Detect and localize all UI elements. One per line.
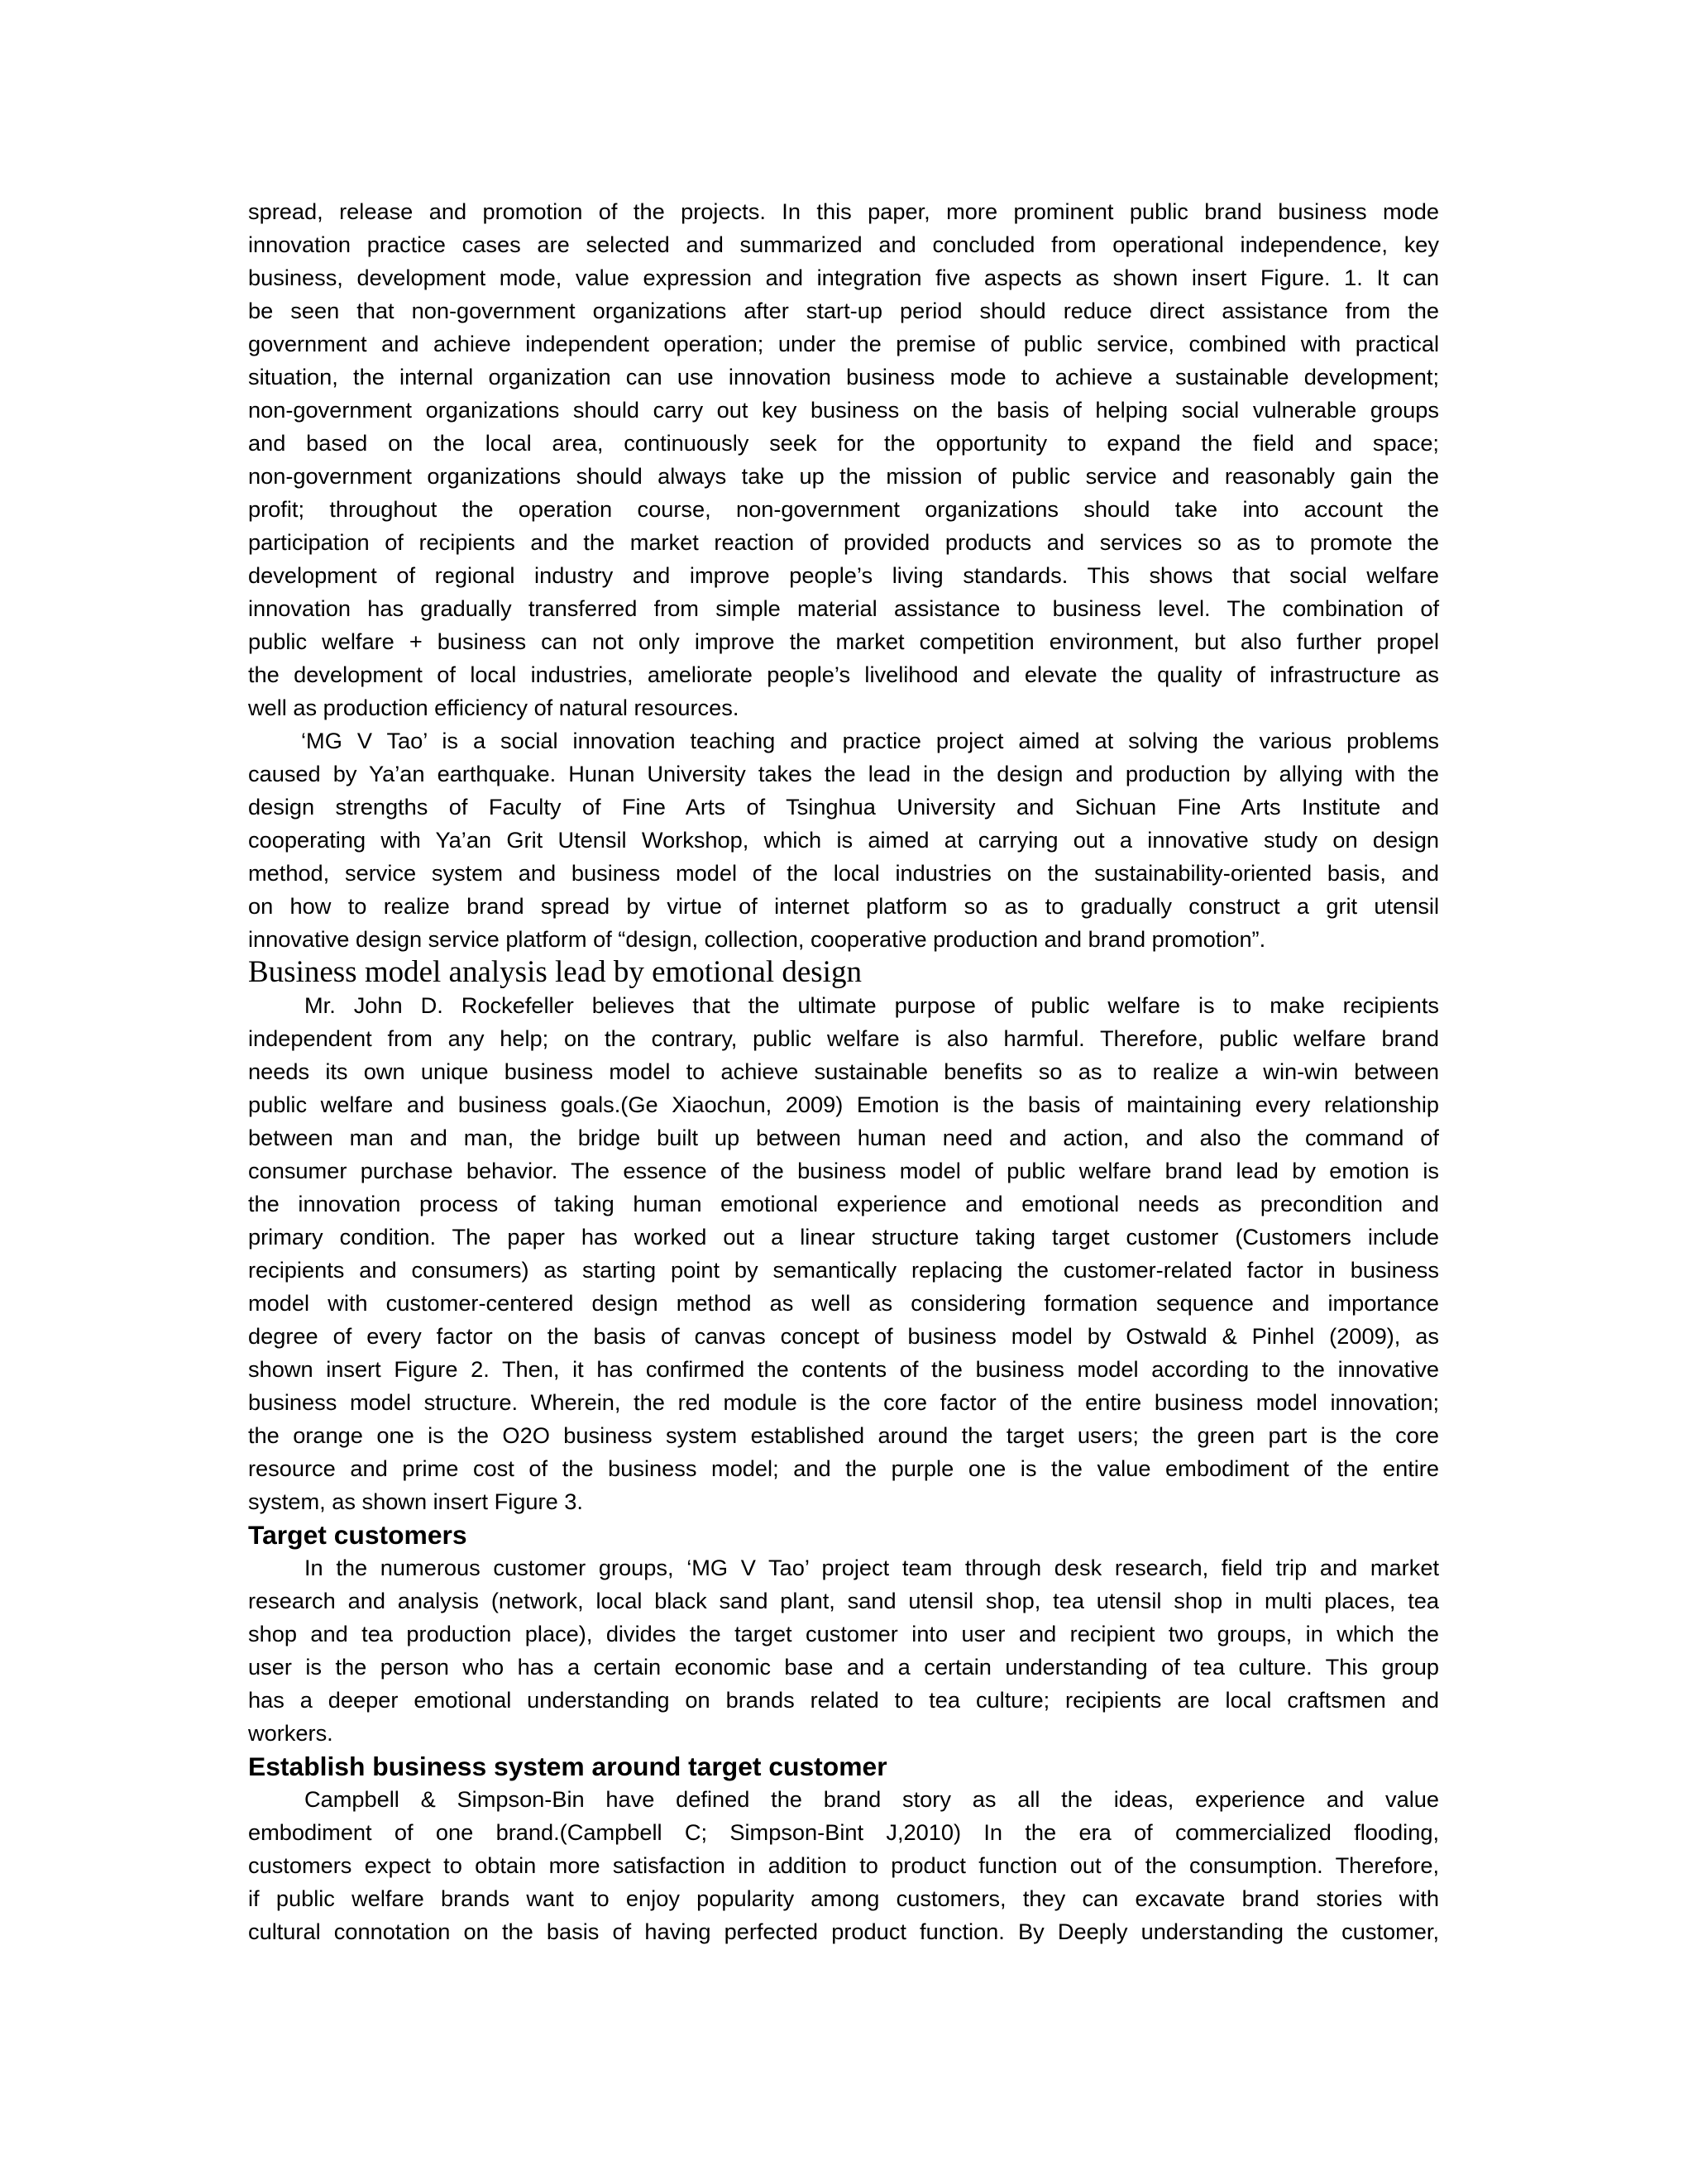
text-line: embodiment of one brand.(Campbell C; Simpson-Bint J,2010) In the era of commercialized flooding,: [248, 1819, 1439, 1845]
text-line: spread, release and promotion of the projects. In this paper, more prominent public brand business mode: [248, 198, 1439, 224]
text-line: between man and man, the bridge built up between human need and action, and also the command of: [248, 1125, 1439, 1150]
paragraph-5: [248, 1783, 1439, 1948]
text-line: business model structure. Wherein, the red module is the core factor of the entire business model innovation;: [248, 1389, 1439, 1415]
paragraph-1: [248, 195, 1439, 724]
text-line: cultural connotation on the basis of having perfected product function. By Deeply understanding the customer,: [248, 1919, 1439, 1944]
text-line: and based on the local area, continuously seek for the opportunity to expand the field and space;: [248, 430, 1439, 456]
subheading-target-customers: Target customers: [248, 1520, 467, 1550]
text-line: well as production efficiency of natural resources.: [248, 695, 739, 720]
text-line: has a deeper emotional understanding on brands related to tea culture; recipients are local craftsmen and: [248, 1687, 1439, 1713]
text-line: research and analysis (network, local black sand plant, sand utensil shop, tea utensil shop in multi places, tea: [248, 1588, 1439, 1613]
paragraph-2: [248, 724, 1439, 956]
text-line: the innovation process of taking human emotional experience and emotional needs as precondition and: [248, 1191, 1439, 1216]
text-line: degree of every factor on the basis of canvas concept of business model by Ostwald & Pinhel (2009), as: [248, 1323, 1439, 1349]
text-line: profit; throughout the operation course, non-government organizations should take into account the: [248, 496, 1439, 522]
text-line: public welfare and business goals.(Ge Xiaochun, 2009) Emotion is the basis of maintaining every relationship: [248, 1092, 1439, 1117]
text-line: method, service system and business model of the local industries on the sustainability-oriented basis, and: [248, 860, 1439, 886]
text-line: caused by Ya’an earthquake. Hunan University takes the lead in the design and production by allying with the: [248, 761, 1439, 786]
text-line: government and achieve independent operation; under the premise of public service, combined with practical: [248, 331, 1439, 356]
text-line: cooperating with Ya’an Grit Utensil Workshop, which is aimed at carrying out a innovative study on design: [248, 827, 1439, 853]
text-line: innovative design service platform of “design, collection, cooperative production and brand promotion”.: [248, 926, 1266, 952]
text-line: business, development mode, value expression and integration five aspects as shown insert Figure. 1. It can: [248, 265, 1439, 290]
text-line: non-government organizations should carry out key business on the basis of helping social vulnerable groups: [248, 397, 1439, 423]
text-line: primary condition. The paper has worked out a linear structure taking target customer (Customers include: [248, 1224, 1439, 1250]
text-line: the orange one is the O2O business system established around the target users; the green part is the core: [248, 1422, 1439, 1448]
text-line: situation, the internal organization can use innovation business mode to achieve a sustainable development;: [248, 364, 1439, 389]
text-line: participation of recipients and the market reaction of provided products and services so as to promote the: [248, 529, 1439, 555]
text-line: Mr. John D. Rockefeller believes that the ultimate purpose of public welfare is to make recipients: [304, 992, 1439, 1018]
text-line: be seen that non-government organizations after start-up period should reduce direct assistance from the: [248, 298, 1439, 323]
text-line: innovation has gradually transferred from simple material assistance to business level. The combination of: [248, 595, 1439, 621]
text-line: ‘MG V Tao’ is a social innovation teaching and practice project aimed at solving the various problems: [301, 728, 1439, 753]
text-line: public welfare + business can not only improve the market competition environment, but also further propel: [248, 628, 1439, 654]
section-heading: Business model analysis lead by emotional design: [248, 955, 862, 989]
paragraph-3: [248, 989, 1439, 1518]
text-line: on how to realize brand spread by virtue of internet platform so as to gradually construct a grit utensil: [248, 893, 1439, 919]
document-page: [248, 195, 1439, 1948]
text-line: resource and prime cost of the business model; and the purple one is the value embodiment of the entire: [248, 1455, 1439, 1481]
text-line: non-government organizations should always take up the mission of public service and reasonably gain the: [248, 463, 1439, 489]
text-line: if public welfare brands want to enjoy popularity among customers, they can excavate brand stories with: [248, 1885, 1439, 1911]
text-line: customers expect to obtain more satisfaction in addition to product function out of the consumption. Therefore,: [248, 1852, 1439, 1878]
text-line: model with customer-centered design method as well as considering formation sequence and importance: [248, 1290, 1439, 1316]
text-line: shop and tea production place), divides the target customer into user and recipient two groups, in which the: [248, 1621, 1439, 1646]
text-line: design strengths of Faculty of Fine Arts of Tsinghua University and Sichuan Fine Arts Institute and: [248, 794, 1439, 820]
text-line: needs its own unique business model to achieve sustainable benefits so as to realize a win-win between: [248, 1059, 1439, 1084]
subheading-business-system: Establish business system around target customer: [248, 1752, 887, 1781]
text-line: recipients and consumers) as starting point by semantically replacing the customer-related factor in business: [248, 1257, 1439, 1283]
text-line: independent from any help; on the contrary, public welfare is also harmful. Therefore, public welfare brand: [248, 1025, 1439, 1051]
text-line: the development of local industries, ameliorate people’s livelihood and elevate the quality of infrastructure as: [248, 662, 1439, 687]
paragraph-4: [248, 1551, 1439, 1750]
text-line: user is the person who has a certain economic base and a certain understanding of tea culture. This group: [248, 1654, 1439, 1680]
text-line: shown insert Figure 2. Then, it has confirmed the contents of the business model according to the innovative: [248, 1356, 1439, 1382]
text-line: Campbell & Simpson-Bin have defined the brand story as all the ideas, experience and value: [304, 1786, 1439, 1812]
text-line: consumer purchase behavior. The essence of the business model of public welfare brand lead by emotion is: [248, 1158, 1439, 1183]
text-line: workers.: [248, 1720, 333, 1746]
text-line: development of regional industry and improve people’s living standards. This shows that social welfare: [248, 562, 1439, 588]
text-line: innovation practice cases are selected and summarized and concluded from operational independence, key: [248, 232, 1439, 257]
text-line: In the numerous customer groups, ‘MG V Tao’ project team through desk research, field trip and market: [304, 1555, 1439, 1580]
text-line: system, as shown insert Figure 3.: [248, 1489, 583, 1514]
